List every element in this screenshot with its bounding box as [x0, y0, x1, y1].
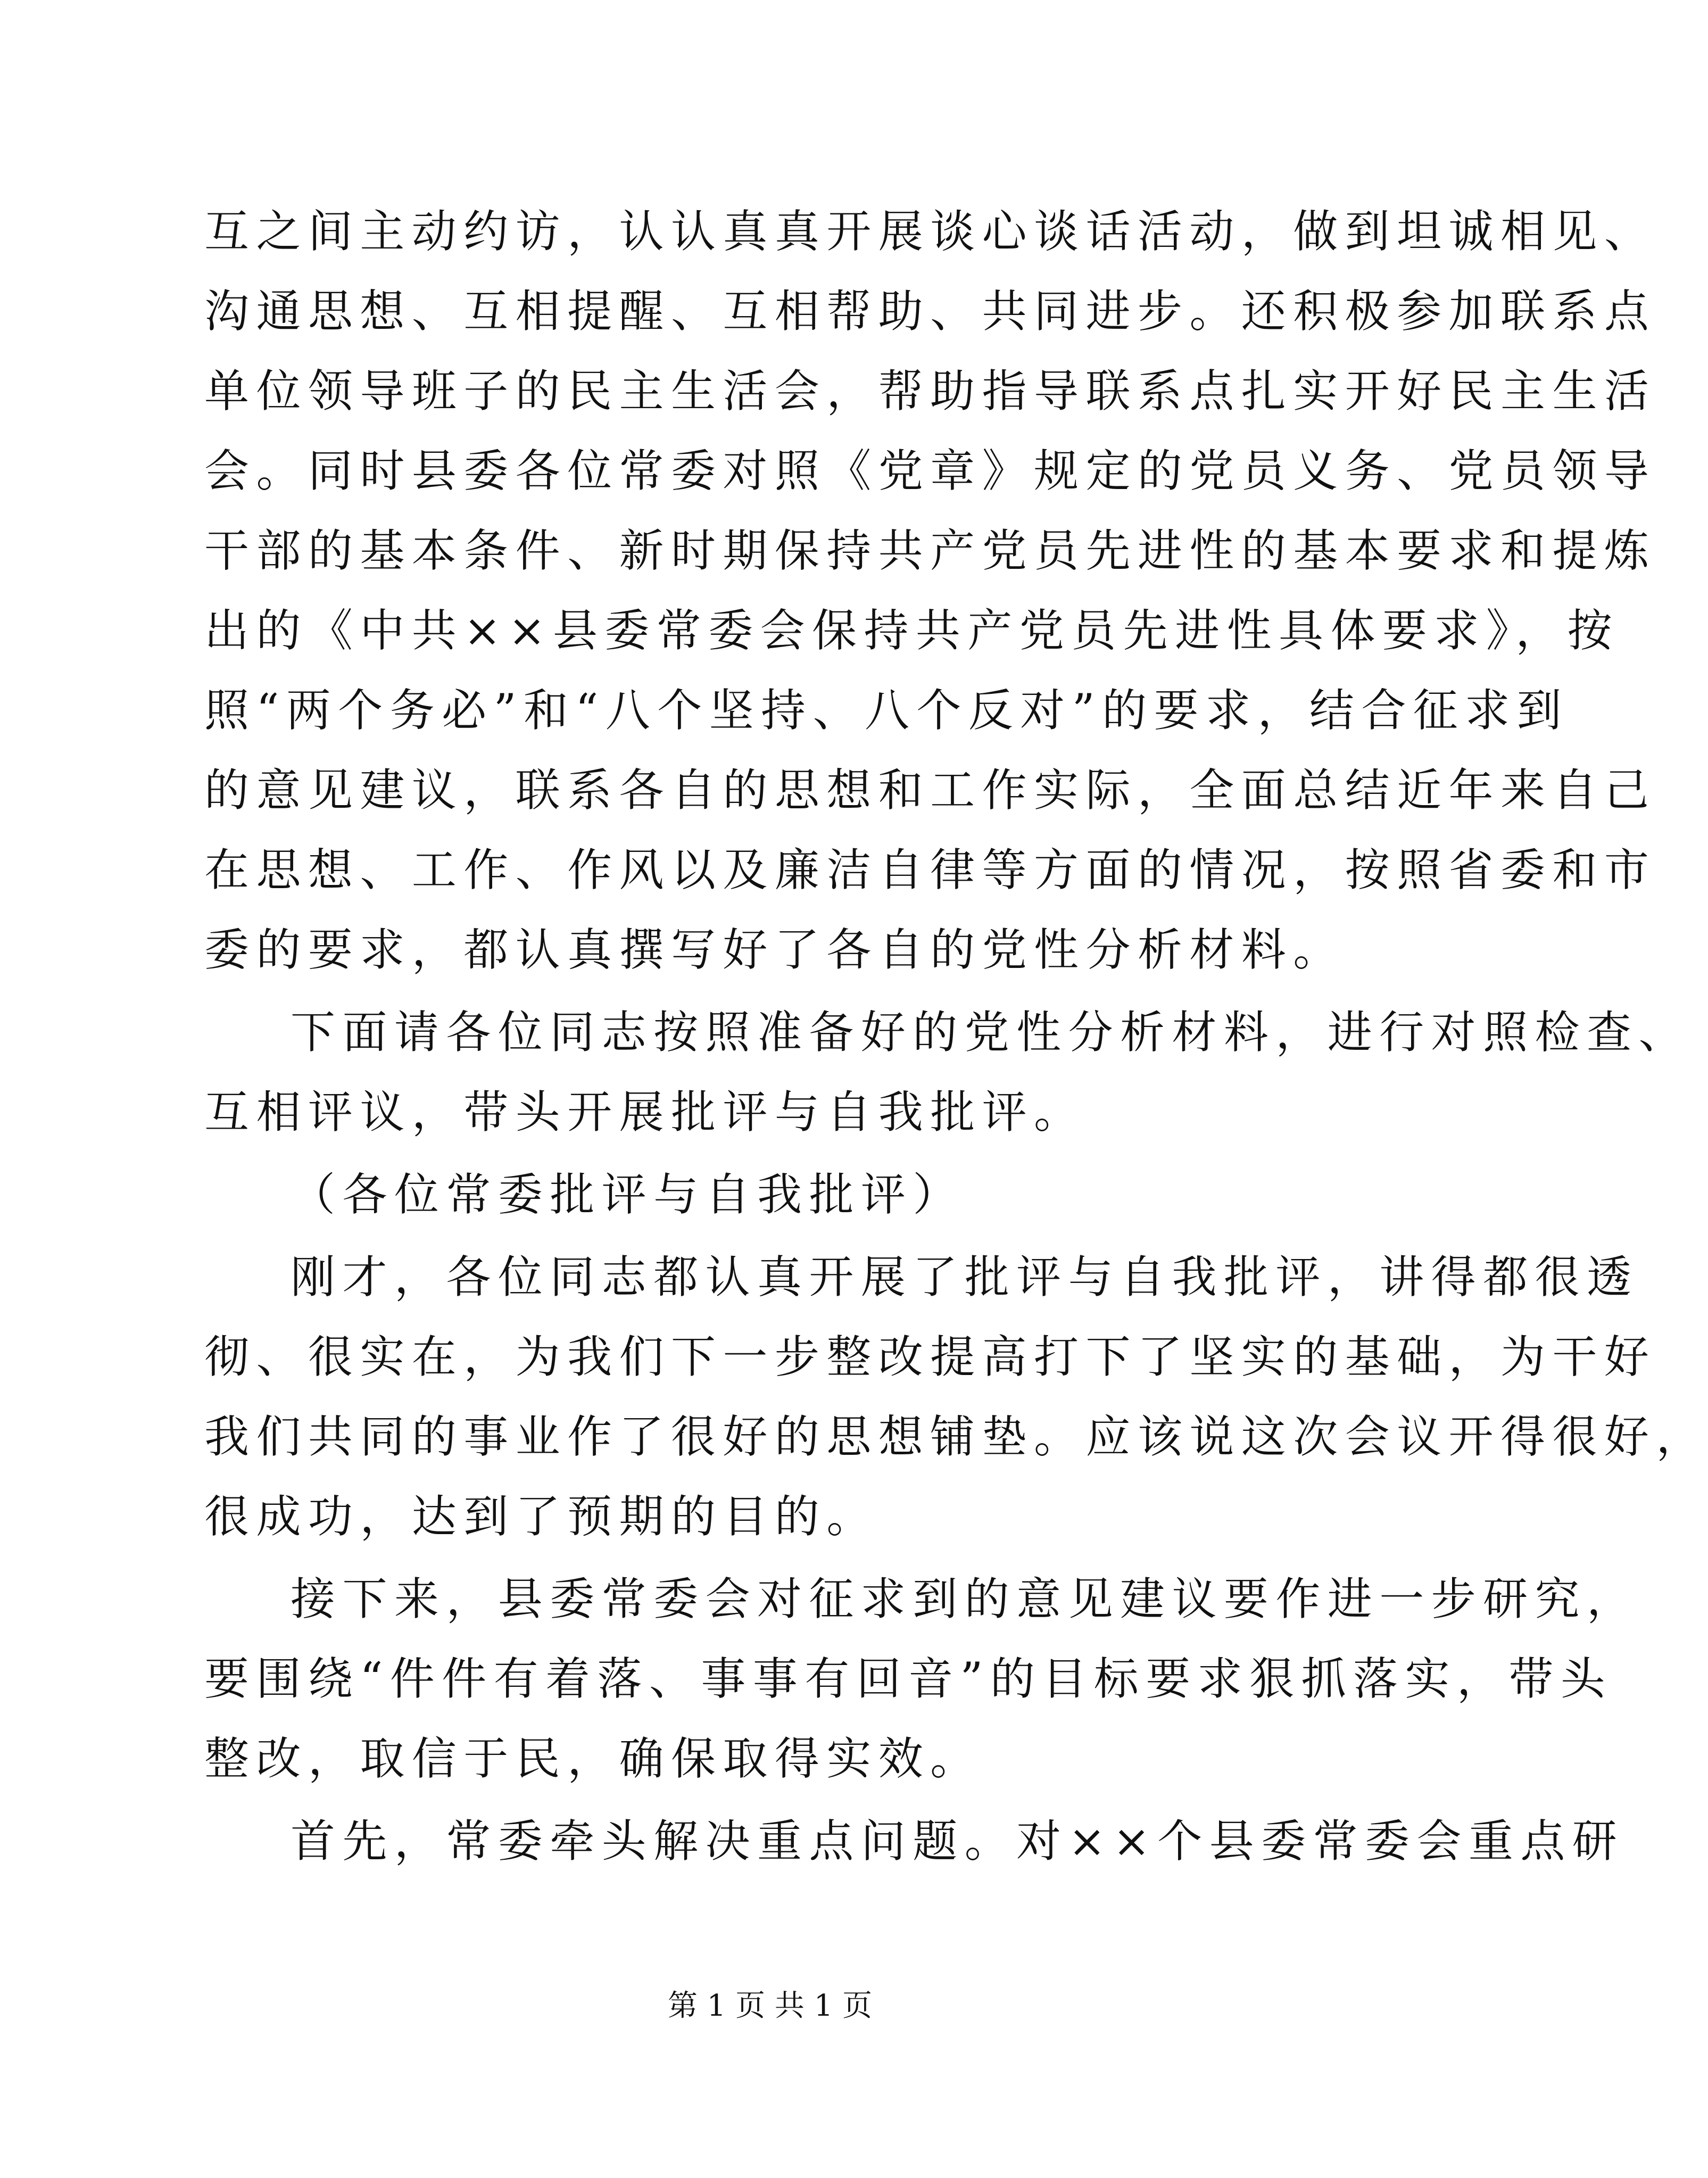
body-line-1: 互之间主动约访，认认真真开展谈心谈话活动，做到坦诚相见、: [204, 205, 1656, 258]
body-line-16: 我们共同的事业作了很好的思想铺垫。应该说这次会议开得很好，: [204, 1411, 1708, 1463]
body-line-8: 的意见建议，联系各自的思想和工作实际，全面总结近年来自己: [204, 764, 1656, 816]
body-line-9: 在思想、工作、作风以及廉洁自律等方面的情况，按照省委和市: [204, 844, 1656, 896]
body-line-13: （各位常委批评与自我批评）: [291, 1169, 965, 1221]
body-line-21: 首先，常委牵头解决重点问题。对××个县委常委会重点研: [291, 1815, 1624, 1867]
body-line-18: 接下来，县委常委会对征求到的意见建议要作进一步研究，: [291, 1573, 1639, 1625]
body-line-2: 沟通思想、互相提醒、互相帮助、共同进步。还积极参加联系点: [204, 285, 1656, 337]
body-line-14: 刚才，各位同志都认真开展了批评与自我批评，讲得都很透: [291, 1251, 1639, 1303]
body-line-15: 彻、很实在，为我们下一步整改提高打下了坚实的基础，为干好: [204, 1331, 1656, 1383]
page-footer: 第 1 页 共 1 页: [667, 1989, 873, 2023]
body-line-11: 下面请各位同志按照准备好的党性分析材料，进行对照检查、: [291, 1006, 1690, 1058]
body-line-6: 出的《中共××县委常委会保持共产党员先进性具体要求》，按: [204, 604, 1620, 657]
body-line-3: 单位领导班子的民主生活会，帮助指导联系点扎实开好民主生活: [204, 365, 1656, 417]
body-line-4: 会。同时县委各位常委对照《党章》规定的党员义务、党员领导: [204, 445, 1656, 497]
body-line-7: 照“两个务必”和“八个坚持、八个反对”的要求，结合征求到: [204, 684, 1569, 736]
body-line-19: 要围绕“件件有着落、事事有回音”的目标要求狠抓落实，带头: [204, 1653, 1613, 1705]
body-line-10: 委的要求，都认真撰写好了各自的党性分析材料。: [204, 924, 1345, 976]
body-line-12: 互相评议，带头开展批评与自我批评。: [204, 1086, 1086, 1138]
body-line-17: 很成功，达到了预期的目的。: [204, 1490, 878, 1543]
body-line-20: 整改，取信于民，确保取得实效。: [204, 1733, 982, 1785]
body-line-5: 干部的基本条件、新时期保持共产党员先进性的基本要求和提炼: [204, 525, 1656, 577]
